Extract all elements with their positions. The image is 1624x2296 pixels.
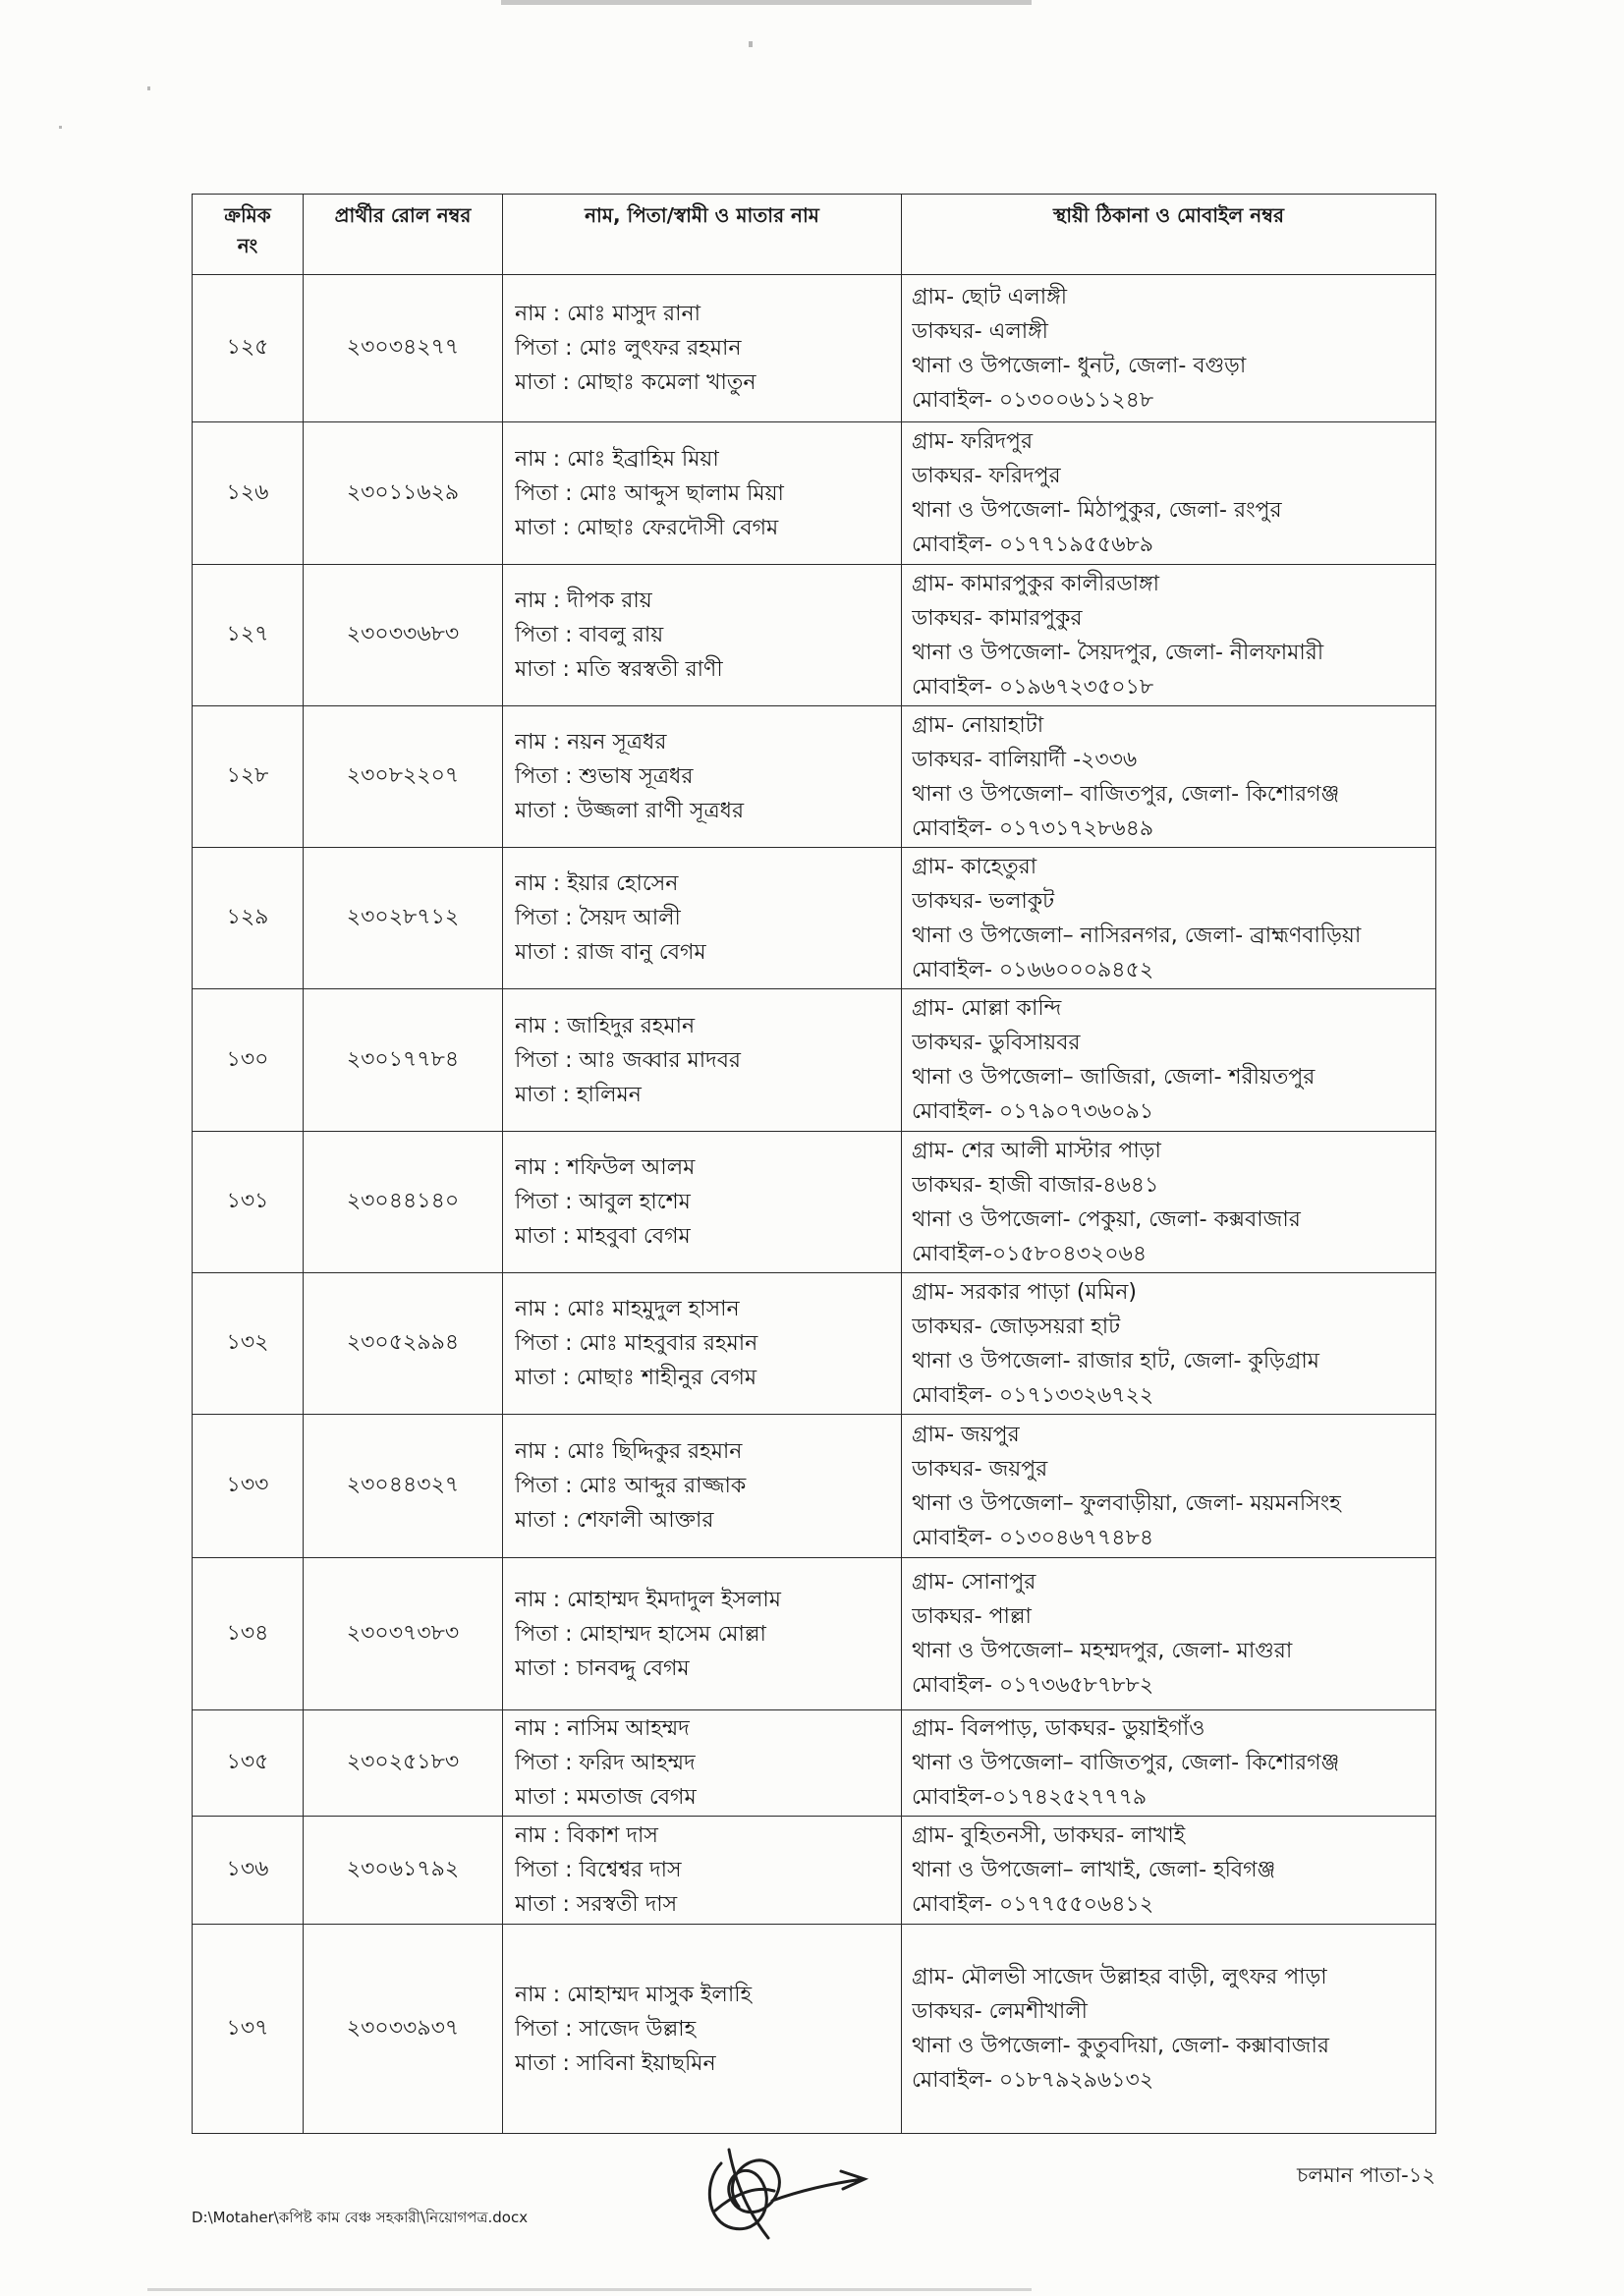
- name-cell: [503, 565, 902, 706]
- scan-dot: [59, 126, 62, 129]
- mobile-number: মোবাইল- ০১৭৩৬৫৮৭৮৮২: [912, 1673, 1154, 1698]
- mother-name: মাতা : মোছাঃ ফেরদৌসী বেগম: [515, 515, 779, 540]
- candidate-name: নাম : বিকাশ দাস: [515, 1823, 658, 1848]
- address-line: গ্রাম- নোয়াহাটা: [912, 712, 1044, 738]
- candidate-name: নাম : নয়ন সূত্রধর: [515, 730, 667, 755]
- mobile-number: মোবাইল- ০১৭১৩৩২৬৭২২: [912, 1382, 1154, 1408]
- scan-edge-mark-top: [501, 0, 1032, 5]
- name-cell: [503, 989, 902, 1132]
- address-header: স্থায়ী ঠিকানা ও মোবাইল নম্বর: [902, 195, 1436, 275]
- table-row: [193, 1817, 1436, 1925]
- serial-number: ১৩২: [193, 1273, 304, 1415]
- mother-name: মাতা : মোছাঃ শাহীনুর বেগম: [515, 1366, 757, 1390]
- serial-number: ১৩৪: [193, 1558, 304, 1710]
- mobile-number: মোবাইল- ০১৭৭১৯৫৫৬৮৯: [912, 532, 1154, 557]
- serial-number: ১২৫: [193, 275, 304, 422]
- scan-dot: [749, 41, 753, 47]
- address-cell: [902, 1273, 1436, 1415]
- father-name: পিতা : বাবলু রায়: [515, 623, 664, 647]
- name-cell: [503, 1415, 902, 1558]
- father-name: পিতা : মোঃ মাহবুবার রহমান: [515, 1331, 758, 1356]
- address-cell: [902, 565, 1436, 706]
- candidate-name: নাম : মোঃ মাসুদ রানা: [515, 302, 701, 326]
- name-cell: [503, 275, 902, 422]
- page-continuation-label: চলমান পাতা-১২: [1297, 2163, 1435, 2187]
- address-line: ডাকঘর- ডুবিসায়বর: [912, 1031, 1081, 1055]
- address-line: ডাকঘর- হাজী বাজার-৪৬৪১: [912, 1172, 1159, 1198]
- name-cell: [503, 1817, 902, 1925]
- address-line: থানা ও উপজেলা– জাজিরা, জেলা- শরীয়তপুর: [912, 1065, 1316, 1090]
- address-cell: [902, 706, 1436, 848]
- mobile-number: মোবাইল- ০১৭৩১৭২৮৬৪৯: [912, 815, 1154, 841]
- address-line: থানা ও উপজেলা– ফুলবাড়ীয়া, জেলা- ময়মনসিংহ: [912, 1490, 1341, 1516]
- address-line: গ্রাম- শের আলী মাস্টার পাড়া: [912, 1138, 1161, 1163]
- roll-number: ২৩০৪৪৩২৭: [304, 1415, 503, 1558]
- table-row: [193, 989, 1436, 1132]
- name-cell: [503, 422, 902, 565]
- serial-number: ১৩৬: [193, 1817, 304, 1925]
- mobile-number: মোবাইল- ০১৬৬০০০৯৪৫২: [912, 957, 1154, 982]
- address-line: গ্রাম- সরকার পাড়া (মমিন): [912, 1279, 1137, 1305]
- father-name: পিতা : ফরিদ আহম্মদ: [515, 1751, 696, 1775]
- roll-header: প্রার্থীর রোল নম্বর: [304, 195, 503, 275]
- serial-number: ১২৮: [193, 706, 304, 848]
- mother-name: মাতা : মোছাঃ কমেলা খাতুন: [515, 370, 756, 395]
- roll-number: ২৩০৪৪১৪০: [304, 1132, 503, 1273]
- candidate-name: নাম : মোঃ ইব্রাহিম মিয়া: [515, 446, 719, 472]
- candidate-name: নাম : জাহিদুর রহমান: [515, 1013, 696, 1038]
- mobile-number: মোবাইল- ০১৭৯০৭৩৬০৯১: [912, 1099, 1154, 1124]
- address-line: গ্রাম- বুহিতনসী, ডাকঘর- লাখাই: [912, 1823, 1186, 1848]
- serial-number: ১৩৫: [193, 1710, 304, 1817]
- scan-dot: [147, 86, 150, 90]
- address-line: ডাকঘর- জোড়সয়রা হাট: [912, 1314, 1121, 1339]
- father-name: পিতা : মোহাম্মদ হাসেম মোল্লা: [515, 1621, 766, 1647]
- address-cell: [902, 1710, 1436, 1817]
- mother-name: মাতা : রাজ বানু বেগম: [515, 940, 706, 965]
- serial-number: ১২৬: [193, 422, 304, 565]
- serial-header: [193, 195, 304, 275]
- address-line: গ্রাম- মৌলভী সাজেদ উল্লাহর বাড়ী, লুৎফর পাড়া: [912, 1965, 1327, 1989]
- mobile-number: মোবাইল- ০১৭৭৫৫০৬৪১২: [912, 1892, 1154, 1917]
- address-line: ডাকঘর- পাল্লা: [912, 1604, 1032, 1629]
- candidate-name: নাম : মোহাম্মদ ইমদাদুল ইসলাম: [515, 1587, 781, 1612]
- address-line: ডাকঘর- জয়পুর: [912, 1456, 1048, 1482]
- serial-number: ১২৭: [193, 565, 304, 706]
- address-cell: [902, 275, 1436, 422]
- table-row: [193, 565, 1436, 706]
- address-line: গ্রাম- বিলপাড়, ডাকঘর- ডুয়াইগাঁও: [912, 1716, 1205, 1741]
- address-line: থানা ও উপজেলা- সৈয়দপুর, জেলা- নীলফামারী: [912, 640, 1324, 665]
- address-line: থানা ও উপজেলা- ধুনট, জেলা- বগুড়া: [912, 353, 1247, 378]
- table-row: [193, 1710, 1436, 1817]
- mobile-number: মোবাইল- ০১৯৬৭২৩৫০১৮: [912, 674, 1154, 700]
- roll-number: ২৩০৬১৭৯২: [304, 1817, 503, 1925]
- name-cell: [503, 1558, 902, 1710]
- roll-number: ২৩০৫২৯৯৪: [304, 1273, 503, 1415]
- candidate-name: নাম : মোঃ মাহমুদুল হাসান: [515, 1297, 740, 1321]
- candidate-name: নাম : দীপক রায়: [515, 588, 652, 613]
- address-cell: [902, 1925, 1436, 2134]
- mother-name: মাতা : শেফালী আক্তার: [515, 1508, 714, 1533]
- serial-header-line-1: ক্রমিক: [224, 203, 271, 227]
- roll-number: ২৩০২৫১৮৩: [304, 1710, 503, 1817]
- name-cell: [503, 1132, 902, 1273]
- table-row: [193, 848, 1436, 989]
- roll-number: ২৩০২৮৭১২: [304, 848, 503, 989]
- table-row: [193, 422, 1436, 565]
- name-cell: [503, 1710, 902, 1817]
- serial-header-line-2: নং: [237, 234, 258, 257]
- address-line: থানা ও উপজেলা- কুতুবদিয়া, জেলা- কক্সাবাজার: [912, 2034, 1329, 2058]
- table-row: [193, 706, 1436, 848]
- address-cell: [902, 989, 1436, 1132]
- mother-name: মাতা : হালিমন: [515, 1082, 642, 1107]
- roll-number: ২৩০৩৭৩৮৩: [304, 1558, 503, 1710]
- serial-number: ১৩০: [193, 989, 304, 1132]
- address-cell: [902, 422, 1436, 565]
- mother-name: মাতা : সাবিনা ইয়াছমিন: [515, 2050, 716, 2076]
- roll-number: ২৩০৩৩৬৮৩: [304, 565, 503, 706]
- father-name: পিতা : আঃ জব্বার মাদবর: [515, 1047, 742, 1073]
- address-line: থানা ও উপজেলা- পেকুয়া, জেলা- কক্সবাজার: [912, 1206, 1301, 1232]
- serial-number: ১২৯: [193, 848, 304, 989]
- mother-name: মাতা : সরস্বতী দাস: [515, 1892, 678, 1917]
- address-line: গ্রাম- ছোট এলাঙ্গী: [912, 284, 1068, 309]
- serial-number: ১৩৩: [193, 1415, 304, 1558]
- roll-number: ২৩০৩৪২৭৭: [304, 275, 503, 422]
- mobile-number: মোবাইল-০১৫৮০৪৩২০৬৪: [912, 1241, 1148, 1266]
- candidate-name: নাম : ইয়ার হোসেন: [515, 871, 679, 896]
- serial-number: ১৩৭: [193, 1925, 304, 2134]
- address-cell: [902, 848, 1436, 989]
- file-path: D:\Motaher\কপিষ্ট কাম বেঞ্চ সহকারী\নিয়োগপত্র.docx: [192, 2209, 529, 2226]
- table-row: [193, 275, 1436, 422]
- address-line: গ্রাম- কামারপুকুর কালীরডাঙ্গা: [912, 571, 1159, 596]
- mother-name: মাতা : মমতাজ বেগম: [515, 1785, 697, 1810]
- name-cell: [503, 848, 902, 989]
- table-row: [193, 1273, 1436, 1415]
- address-cell: [902, 1817, 1436, 1925]
- table-row: [193, 1132, 1436, 1273]
- address-line: থানা ও উপজেলা– নাসিরনগর, জেলা- ব্রাহ্মণবাড়িয়া: [912, 923, 1362, 948]
- address-line: ডাকঘর- কামারপুকুর: [912, 605, 1083, 631]
- address-line: থানা ও উপজেলা– বাজিতপুর, জেলা- কিশোরগঞ্জ: [912, 781, 1340, 807]
- mobile-number: মোবাইল- ০১৮৭৯২৯৬১৩২: [912, 2068, 1154, 2093]
- address-line: থানা ও উপজেলা- মিঠাপুকুর, জেলা- রংপুর: [912, 498, 1282, 523]
- address-cell: [902, 1415, 1436, 1558]
- candidate-table: [192, 194, 1436, 2134]
- address-line: ডাকঘর- ফরিদপুর: [912, 464, 1061, 488]
- name-cell: [503, 1273, 902, 1415]
- address-line: গ্রাম- মোল্লা কান্দি: [912, 996, 1062, 1021]
- address-line: গ্রাম- সোনাপুর: [912, 1570, 1036, 1595]
- mother-name: মাতা : উজ্জলা রাণী সূত্রধর: [515, 799, 745, 823]
- roll-number: ২৩০১১৬২৯: [304, 422, 503, 565]
- address-line: থানা ও উপজেলা– বাজিতপুর, জেলা- কিশোরগঞ্জ: [912, 1751, 1340, 1775]
- father-name: পিতা : সাজেদ উল্লাহ: [515, 2016, 697, 2042]
- address-cell: [902, 1132, 1436, 1273]
- names-header: নাম, পিতা/স্বামী ও মাতার নাম: [503, 195, 902, 275]
- mother-name: মাতা : মাহবুবা বেগম: [515, 1224, 691, 1249]
- address-line: ডাকঘর- ভলাকুট: [912, 888, 1055, 914]
- name-cell: [503, 706, 902, 848]
- mobile-number: মোবাইল- ০১৩০৪৬৭৭৪৮৪: [912, 1525, 1154, 1550]
- address-line: থানা ও উপজেলা- রাজার হাট, জেলা- কুড়িগ্রাম: [912, 1348, 1319, 1373]
- address-line: থানা ও উপজেলা– মহম্মদপুর, জেলা- মাগুরা: [912, 1639, 1293, 1663]
- address-line: গ্রাম- ফরিদপুর: [912, 429, 1034, 454]
- table-row: [193, 1415, 1436, 1558]
- father-name: পিতা : আবুল হাশেম: [515, 1190, 691, 1214]
- table-row: [193, 1558, 1436, 1710]
- address-cell: [902, 1558, 1436, 1710]
- father-name: পিতা : মোঃ লুৎফর রহমান: [515, 336, 742, 361]
- address-line: গ্রাম- জয়পুর: [912, 1422, 1020, 1447]
- mobile-number: মোবাইল-০১৭৪২৫২৭৭৭৯: [912, 1785, 1148, 1810]
- address-line: থানা ও উপজেলা– লাখাই, জেলা- হবিগঞ্জ: [912, 1858, 1276, 1882]
- father-name: পিতা : বিশ্বেশ্বর দাস: [515, 1858, 682, 1882]
- address-line: গ্রাম- কাহেতুরা: [912, 854, 1037, 879]
- table-row: [193, 1925, 1436, 2134]
- mother-name: মাতা : মতি স্বরস্বতী রাণী: [515, 657, 723, 682]
- address-line: ডাকঘর- এলাঙ্গী: [912, 318, 1048, 344]
- father-name: পিতা : মোঃ আব্দুস ছালাম মিয়া: [515, 480, 784, 506]
- roll-number: ২৩০৩৩৯৩৭: [304, 1925, 503, 2134]
- father-name: পিতা : মোঃ আব্দুর রাজ্জাক: [515, 1474, 747, 1498]
- roll-number: ২৩০১৭৭৮৪: [304, 989, 503, 1132]
- father-name: পিতা : শুভাষ সূত্রধর: [515, 764, 694, 789]
- table-header-row: [193, 195, 1436, 275]
- candidate-name: নাম : শফিউল আলম: [515, 1155, 696, 1180]
- name-cell: [503, 1925, 902, 2134]
- mobile-number: মোবাইল- ০১৩০০৬১১২৪৮: [912, 387, 1154, 413]
- signature-image: [696, 2142, 872, 2245]
- candidate-name: নাম : মোঃ ছিদ্দিকুর রহমান: [515, 1439, 743, 1464]
- address-line: ডাকঘর- লেমশীখালী: [912, 1999, 1088, 2024]
- candidate-name: নাম : মোহাম্মদ মাসুক ইলাহি: [515, 1982, 753, 2007]
- father-name: পিতা : সৈয়দ আলী: [515, 906, 681, 930]
- mother-name: মাতা : চানবদ্দু বেগম: [515, 1655, 690, 1681]
- candidate-name: নাম : নাসিম আহম্মদ: [515, 1716, 690, 1741]
- address-line: ডাকঘর- বালিয়ার্দী -২৩৩৬: [912, 747, 1138, 772]
- scan-edge-mark-bottom: [147, 2288, 1032, 2291]
- serial-number: ১৩১: [193, 1132, 304, 1273]
- roll-number: ২৩০৮২২০৭: [304, 706, 503, 848]
